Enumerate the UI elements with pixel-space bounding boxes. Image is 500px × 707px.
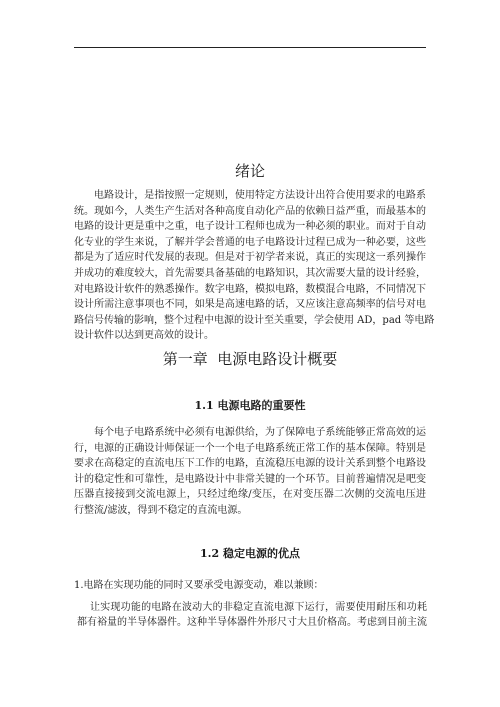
section-1-1-paragraph: [74, 425, 426, 519]
section-1-1-line: 计的稳定性和可靠性，是电路设计中非常关键的一个环节。目前普遍情况是吧变: [74, 473, 426, 485]
intro-paragraph: [74, 188, 435, 344]
section-1-2-line: 都有裕量的半导体器件。这种半导体器件外形尺寸大且价格高。考虑到目前主流: [77, 617, 427, 628]
section-1-1-line: 行整流/滤波，得到不稳定的直流电源。: [74, 504, 248, 516]
intro-line: 并成功的难度较大，首先需要具备基础的电路知识，其次需要大量的设计经验，: [74, 267, 426, 279]
chapter-title: 第一章 电源电路设计概要: [162, 350, 338, 368]
intro-line: 对电路设计软件的熟悉操作。数字电路，模拟电路，数模混合电路，不同情况下: [74, 283, 426, 295]
section-1-1-line: 压器直接接到交流电源上，只经过绝缘/变压，在对变压器二次侧的交流电压进: [74, 489, 426, 501]
section-1-2-line: 让实现功能的电路在波动大的非稳定直流电源下运行，需要使用耐压和功耗: [90, 602, 427, 613]
intro-line: 路信号传输的影响，整个过程中电源的设计至关重要，学会使用 AD，pad 等电路: [74, 314, 435, 326]
section-1-1-line: 行，电源的正确设计师保证一个一个电子电路系统正常工作的基本保障。特别是: [74, 442, 426, 454]
section-1-2-paragraph: [80, 600, 427, 616]
list-item: 1.电路在实现功能的同时又要承受电源变动，难以兼顾：: [74, 580, 324, 591]
intro-line: 都是为了适应时代发展的表现。但是对于初学者来说，真正的实现这一系列操作: [74, 252, 426, 264]
intro-line: 电路设计，是指按照一定规则，使用特定方法设计出符合使用要求的电路系: [94, 190, 426, 201]
intro-line: 统。现如今，人类生产生活对各种高度自动化产品的依赖日益严重，而最基本的: [74, 205, 426, 217]
header-rule: [74, 47, 426, 48]
intro-line: 设计软件以达到更高效的设计。: [74, 330, 214, 342]
section-1-1-line: 每个电子电路系统中必须有电源供给，为了保障电子系统能够正常高效的运: [94, 427, 426, 438]
intro-line: 化专业的学生来说，了解并学会普通的电子电路设计过程已成为一种必要，这些: [74, 236, 426, 248]
section-1-2-title: 1.2 稳定电源的优点: [200, 547, 300, 560]
section-1-1-line: 要求在高稳定的直流电压下工作的电路，直流稳压电源的设计关系到整个电路设: [74, 458, 426, 470]
section-1-2-item-1: [74, 578, 426, 594]
intro-line: 电路的设计更是重中之重，电子设计工程师也成为一种必须的职业。而对于自动: [74, 221, 426, 233]
intro-title: 绪论: [234, 162, 265, 180]
section-1-1-title: 1.1 电源电路的重要性: [194, 399, 306, 412]
section-1-2-paragraph-cont: [77, 615, 427, 631]
intro-line: 设计所需注意事项也不同，如果是高速电路的话，又应该注意高频率的信号对电: [74, 299, 426, 311]
